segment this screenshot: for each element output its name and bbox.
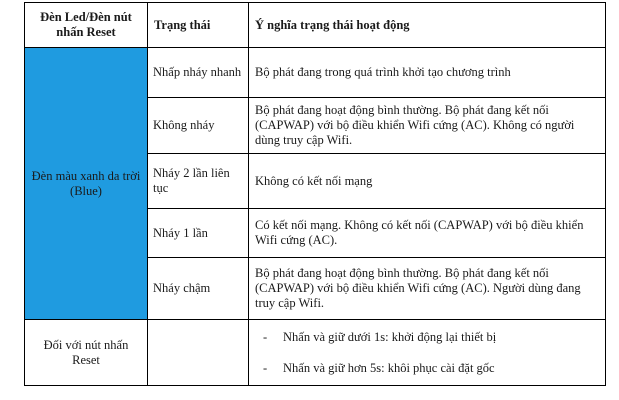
header-meaning: Ý nghĩa trạng thái hoạt động: [249, 3, 606, 48]
header-led-button: Đèn Led/Đèn nút nhấn Reset: [25, 3, 148, 48]
table-row: [25, 48, 606, 98]
state-cell: Nhấp nháy nhanh: [148, 48, 249, 98]
reset-row: [25, 320, 606, 386]
meaning-cell: Có kết nối mạng. Không có kết nối (CAPWAP) với bộ điều khiển Wifi cứng (AC).: [249, 209, 606, 258]
meaning-cell: Bộ phát đang trong quá trình khởi tạo chương trình: [249, 48, 606, 98]
meaning-cell: Bộ phát đang hoạt động bình thường. Bộ phát đang kết nối (CAPWAP) với bộ điều khiển Wifi cứng (AC). Người dùng đang truy cập Wifi.: [249, 258, 606, 320]
meaning-cell: Bộ phát đang hoạt động bình thường. Bộ phát đang kết nối (CAPWAP) với bộ điều khiển Wifi cứng (AC). Không có người dùng truy cập Wifi.: [249, 98, 606, 154]
header-row: [25, 3, 606, 48]
reset-meaning-cell: [249, 320, 606, 386]
reset-label-cell: Đối với nút nhấn Reset: [25, 320, 148, 386]
reset-state-cell: [148, 320, 249, 386]
meaning-cell: Không có kết nối mạng: [249, 154, 606, 209]
reset-action-list: [255, 330, 599, 376]
state-cell: Nháy 2 lần liên tục: [148, 154, 249, 209]
list-item: - Nhấn và giữ hơn 5s: khôi phục cài đặt gốc: [255, 361, 599, 376]
state-cell: Không nháy: [148, 98, 249, 154]
state-cell: Nháy chậm: [148, 258, 249, 320]
led-status-table: [24, 2, 606, 386]
list-item: - Nhấn và giữ dưới 1s: khởi động lại thiết bị: [255, 330, 599, 345]
header-state: Trạng thái: [148, 3, 249, 48]
state-cell: Nháy 1 lần: [148, 209, 249, 258]
blue-led-cell: Đèn màu xanh da trời (Blue): [25, 48, 148, 320]
